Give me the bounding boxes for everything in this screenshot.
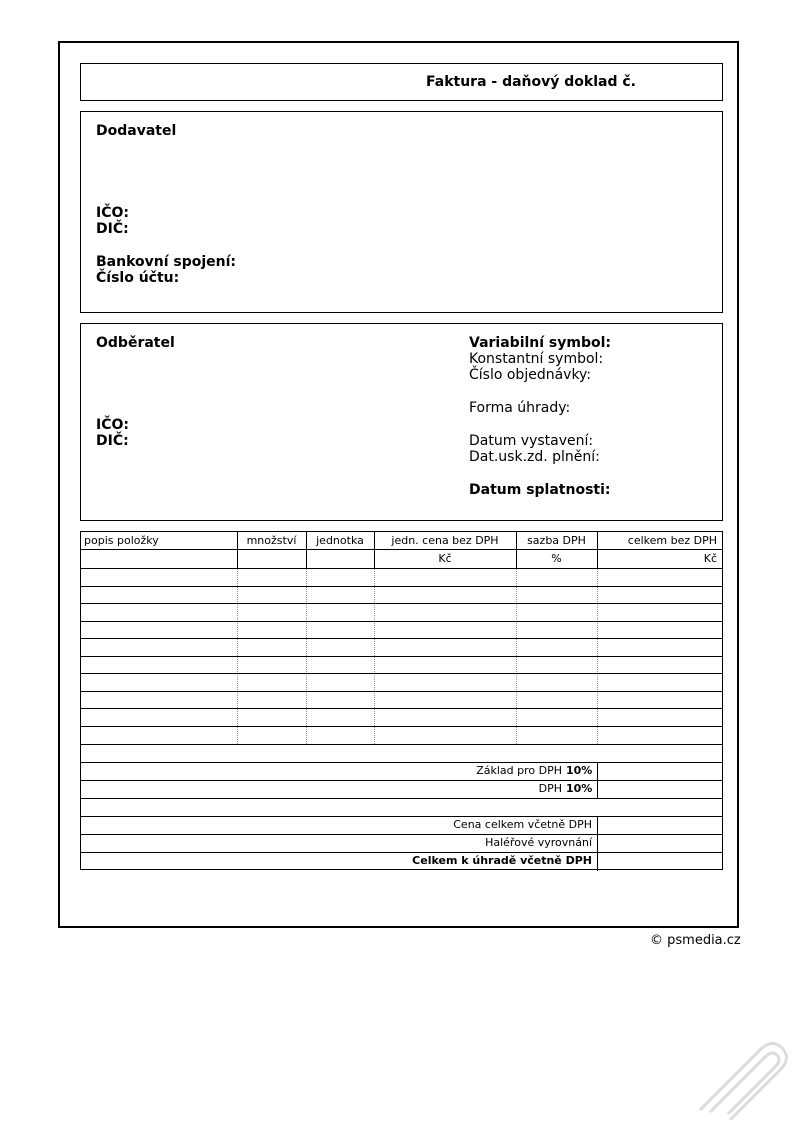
variable-symbol-label: Variabilní symbol: xyxy=(469,335,612,351)
header-unit-price: jedn. cena bez DPH xyxy=(391,534,499,547)
header-total: celkem bez DPH xyxy=(627,534,717,547)
header-unit: jednotka xyxy=(316,534,364,547)
unit-currency-total: Kč xyxy=(703,552,717,565)
grand-total-label: Celkem k úhradě včetně DPH xyxy=(412,854,592,867)
row-divider xyxy=(81,638,722,639)
row-divider xyxy=(81,691,722,692)
supplier-bank-label: Bankovní spojení: xyxy=(96,254,237,270)
row-divider xyxy=(81,780,722,781)
title-box xyxy=(80,63,723,101)
row-divider xyxy=(81,656,722,657)
vat-base-label: Základ pro DPH xyxy=(476,764,562,777)
supplier-ico-label: IČO: xyxy=(96,205,129,221)
vat-base-rate: 10% xyxy=(566,764,593,777)
supplier-dic-label: DIČ: xyxy=(96,221,129,237)
customer-ico-label: IČO: xyxy=(96,417,129,433)
row-divider xyxy=(81,621,722,622)
unit-currency: Kč xyxy=(438,552,452,565)
supplier-account-label: Číslo účtu: xyxy=(96,270,180,286)
paperclip-watermark-icon xyxy=(690,1030,790,1120)
constant-symbol-label: Konstantní symbol: xyxy=(469,351,604,367)
items-table xyxy=(80,531,723,870)
supplier-heading: Dodavatel xyxy=(96,123,177,139)
summary-divider xyxy=(597,816,598,871)
row-divider xyxy=(81,568,722,569)
header-vat-rate: sazba DPH xyxy=(527,534,586,547)
vat-label: DPH xyxy=(538,782,562,795)
total-incl-vat-label: Cena celkem včetně DPH xyxy=(453,818,592,831)
header-description: popis položky xyxy=(84,534,159,547)
row-divider xyxy=(81,744,722,745)
row-divider xyxy=(81,586,722,587)
issue-date-label: Datum vystavení: xyxy=(469,433,594,449)
header-quantity: množství xyxy=(246,534,297,547)
supplier-section xyxy=(80,111,723,313)
row-divider xyxy=(81,603,722,604)
row-divider xyxy=(81,852,722,853)
row-divider xyxy=(81,816,722,817)
invoice-page xyxy=(58,41,739,928)
invoice-title: Faktura - daňový doklad č. xyxy=(426,74,636,90)
taxable-date-label: Dat.usk.zd. plnění: xyxy=(469,449,600,465)
row-divider xyxy=(81,798,722,799)
row-divider xyxy=(81,549,722,550)
row-divider xyxy=(81,762,722,763)
order-number-label: Číslo objednávky: xyxy=(469,367,592,383)
due-date-label: Datum splatnosti: xyxy=(469,482,611,498)
row-divider xyxy=(81,673,722,674)
rounding-label: Haléřové vyrovnání xyxy=(485,836,592,849)
row-divider xyxy=(81,708,722,709)
unit-percent: % xyxy=(551,552,562,565)
summary-divider xyxy=(597,762,598,798)
customer-heading: Odběratel xyxy=(96,335,175,351)
copyright-text: © psmedia.cz xyxy=(650,933,741,948)
customer-section xyxy=(80,323,723,521)
customer-dic-label: DIČ: xyxy=(96,433,129,449)
row-divider xyxy=(81,834,722,835)
row-divider xyxy=(81,726,722,727)
vat-rate: 10% xyxy=(566,782,593,795)
payment-form-label: Forma úhrady: xyxy=(469,400,571,416)
